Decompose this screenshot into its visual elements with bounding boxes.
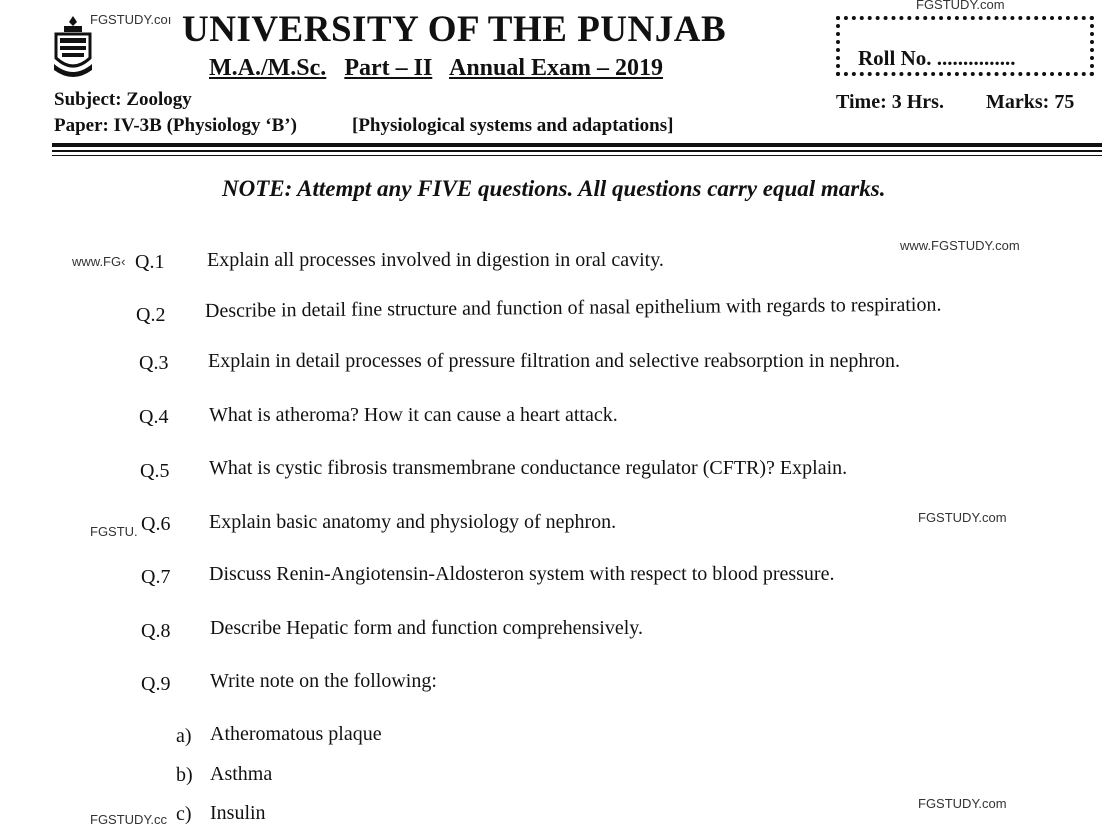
question-number: Q.6 <box>141 513 171 535</box>
question-number: Q.5 <box>140 460 170 482</box>
watermark-text: FGSTUDY.com <box>918 510 1007 525</box>
watermark-text: FGSTUDY.com <box>916 0 1005 12</box>
header-divider <box>52 150 1102 152</box>
watermark-text: www.FG‹ <box>72 254 126 269</box>
watermark-text: FGSTU. <box>90 524 138 539</box>
sub-item-text: Atheromatous plaque <box>210 723 382 745</box>
watermark-text: FGSTUDY.coı <box>90 12 172 27</box>
degree: M.A./M.Sc. <box>209 55 327 81</box>
exam-line <box>209 55 663 82</box>
question-number: Q.3 <box>139 352 169 374</box>
watermark-text: FGSTUDY.com <box>918 796 1007 811</box>
question-number: Q.9 <box>141 673 171 695</box>
university-title: UNIVERSITY OF THE PUNJAB <box>182 9 727 50</box>
question-number: Q.4 <box>139 406 169 428</box>
question-text: Describe Hepatic form and function comprehensively. <box>210 617 643 639</box>
question-number: Q.8 <box>141 620 171 642</box>
question-number: Q.1 <box>135 251 165 273</box>
exam-session: Annual Exam – 2019 <box>448 55 664 81</box>
question-text: Write note on the following: <box>210 670 437 692</box>
question-text: Explain all processes involved in digestion in oral cavity. <box>207 249 664 271</box>
question-number: Q.2 <box>136 304 166 326</box>
total-marks: Marks: 75 <box>986 91 1075 113</box>
sub-item-label: c) <box>176 803 192 825</box>
time-allowed: Time: 3 Hrs. <box>836 91 944 113</box>
sub-item-text: Insulin <box>210 802 266 824</box>
sub-item-label: b) <box>176 764 193 786</box>
question-text: What is atheroma? How it can cause a heart attack. <box>209 404 618 426</box>
question-number: Q.7 <box>141 566 171 588</box>
paper-label: Paper: IV-3B (Physiology ‘B’) <box>54 115 297 136</box>
sub-item-text: Asthma <box>210 763 273 785</box>
subject-label: Subject: Zoology <box>54 89 192 110</box>
watermark-text: FGSTUDY.cc <box>90 812 168 827</box>
roll-number-field[interactable]: Roll No. ............... <box>858 46 1016 70</box>
sub-item-label: a) <box>176 725 192 747</box>
question-text: Describe in detail fine structure and function of nasal epithelium with regards to respiration. <box>204 293 942 322</box>
exam-part: Part – II <box>344 55 433 81</box>
watermark-text: www.FGSTUDY.com <box>900 238 1020 253</box>
header-divider <box>52 155 1102 156</box>
question-text: What is cystic fibrosis transmembrane conductance regulator (CFTR)? Explain. <box>209 457 848 479</box>
question-text: Explain basic anatomy and physiology of nephron. <box>209 511 617 533</box>
question-text: Discuss Renin-Angiotensin-Aldosteron system with respect to blood pressure. <box>209 563 835 585</box>
university-crest-logo <box>50 14 96 80</box>
question-text: Explain in detail processes of pressure filtration and selective reabsorption in nephron. <box>208 350 901 372</box>
header-divider <box>52 143 1102 147</box>
paper-title: [Physiological systems and adaptations] <box>352 115 674 136</box>
instructions-note: NOTE: Attempt any FIVE questions. All questions carry equal marks. <box>222 176 886 201</box>
